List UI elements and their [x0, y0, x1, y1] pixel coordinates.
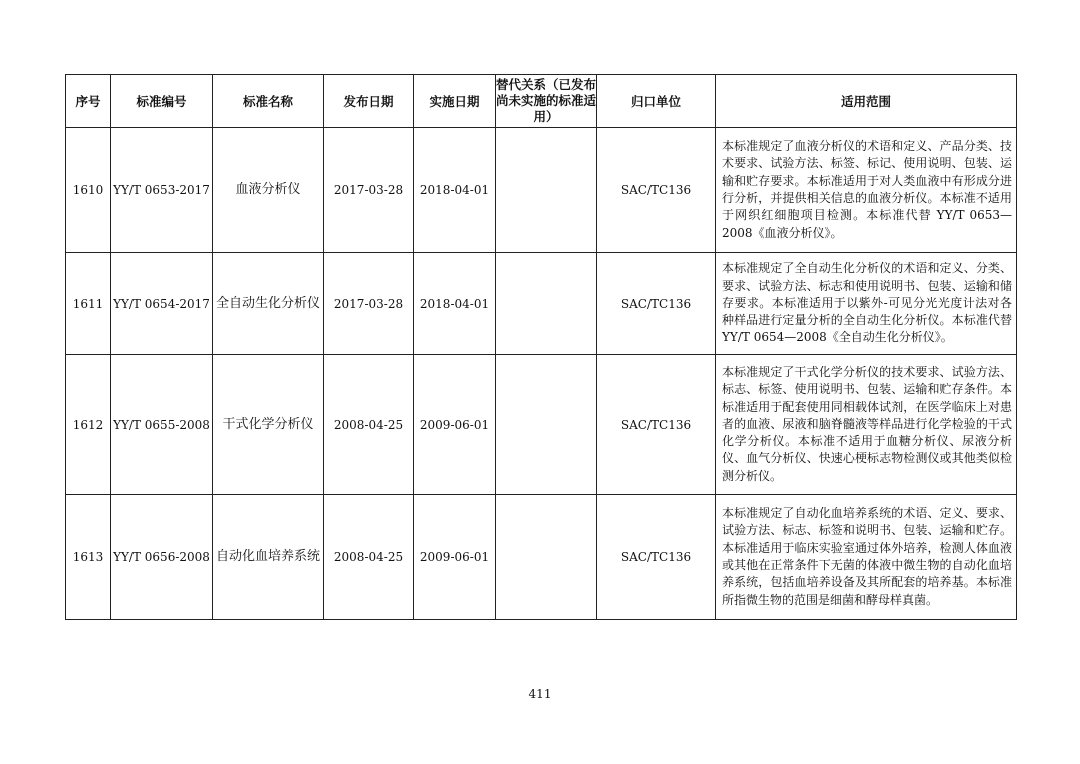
cell-unit: SAC/TC136 — [597, 253, 716, 355]
header-name: 标准名称 — [213, 75, 324, 128]
header-code: 标准编号 — [111, 75, 213, 128]
cell-name: 全自动生化分析仪 — [213, 253, 324, 355]
cell-implement-date: 2018-04-01 — [414, 128, 496, 253]
cell-unit: SAC/TC136 — [597, 355, 716, 495]
table-row — [66, 495, 1017, 620]
cell-seq: 1611 — [66, 253, 111, 355]
table-row — [66, 128, 1017, 253]
cell-code: YY/T 0656-2008 — [111, 495, 213, 620]
table-row — [66, 355, 1017, 495]
page-number: 411 — [528, 687, 552, 701]
cell-code: YY/T 0655-2008 — [111, 355, 213, 495]
cell-implement-date: 2018-04-01 — [414, 253, 496, 355]
header-unit: 归口单位 — [597, 75, 716, 128]
cell-scope: 本标准规定了血液分析仪的术语和定义、产品分类、技术要求、试验方法、标签、标记、使用说明、包装、运输和贮存要求。本标准适用于对人类血液中有形成分进行分析，并提供相关信息的血液分析仪。本标准不适用于网织红细胞项目检测。本标准代替 YY/T 0653—2008《血液分析仪》。 — [716, 128, 1017, 253]
cell-publish-date: 2017-03-28 — [324, 128, 414, 253]
cell-publish-date: 2017-03-28 — [324, 253, 414, 355]
header-scope: 适用范围 — [716, 75, 1017, 128]
cell-replacement — [496, 355, 597, 495]
header-publish-date: 发布日期 — [324, 75, 414, 128]
table-row — [66, 253, 1017, 355]
table-header-row — [66, 75, 1017, 128]
cell-replacement — [496, 495, 597, 620]
cell-scope: 本标准规定了全自动生化分析仪的术语和定义、分类、要求、试验方法、标志和使用说明书、包装、运输和储存要求。本标准适用于以紫外-可见分光光度计法对各种样品进行定量分析的全自动生化分析仪。本标准代替 YY/T 0654—2008《全自动生化分析仪》。 — [716, 253, 1017, 355]
cell-scope: 本标准规定了干式化学分析仪的技术要求、试验方法、标志、标签、使用说明书、包装、运输和贮存条件。本标准适用于配套使用同相载体试剂，在医学临床上对患者的血液、尿液和脑脊髓液等样品进行化学检验的干式化学分析仪。本标准不适用于血糖分析仪、尿液分析仪、血气分析仪、快速心梗标志物检测仪或其他类似检测分析仪。 — [716, 355, 1017, 495]
cell-name: 干式化学分析仪 — [213, 355, 324, 495]
cell-scope: 本标准规定了自动化血培养系统的术语、定义、要求、试验方法、标志、标签和说明书、包装、运输和贮存。本标准适用于临床实验室通过体外培养，检测人体血液或其他在正常条件下无菌的体液中微生物的自动化血培养系统，包括血培养设备及其所配套的培养基。本标准所指微生物的范围是细菌和酵母样真菌。 — [716, 495, 1017, 620]
cell-seq: 1613 — [66, 495, 111, 620]
header-implement-date: 实施日期 — [414, 75, 496, 128]
cell-unit: SAC/TC136 — [597, 495, 716, 620]
cell-publish-date: 2008-04-25 — [324, 495, 414, 620]
cell-name: 自动化血培养系统 — [213, 495, 324, 620]
cell-implement-date: 2009-06-01 — [414, 495, 496, 620]
standards-table — [65, 74, 1017, 620]
cell-replacement — [496, 128, 597, 253]
cell-code: YY/T 0653-2017 — [111, 128, 213, 253]
cell-implement-date: 2009-06-01 — [414, 355, 496, 495]
cell-unit: SAC/TC136 — [597, 128, 716, 253]
cell-seq: 1610 — [66, 128, 111, 253]
cell-code: YY/T 0654-2017 — [111, 253, 213, 355]
cell-replacement — [496, 253, 597, 355]
cell-publish-date: 2008-04-25 — [324, 355, 414, 495]
header-seq: 序号 — [66, 75, 111, 128]
cell-seq: 1612 — [66, 355, 111, 495]
cell-name: 血液分析仪 — [213, 128, 324, 253]
header-replacement: 替代关系（已发布尚未实施的标准适用） — [496, 75, 597, 128]
